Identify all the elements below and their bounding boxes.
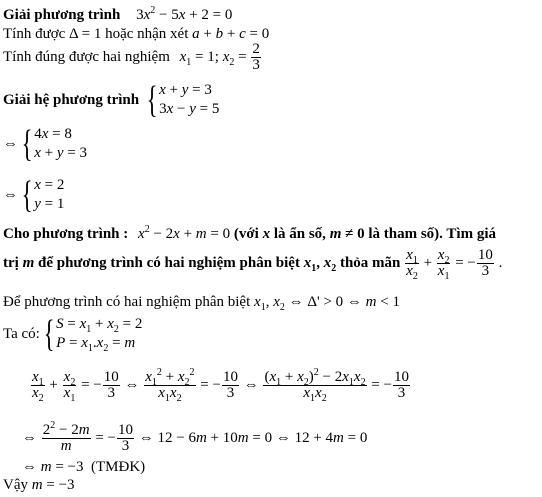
line-5: Ta có: { $S = x_1 + x_2 = 2$ $P = x_1.x_2 = m$ bbox=[3, 313, 143, 355]
system-2: ⇔ { 4x = 8 x + y = 3 bbox=[3, 123, 88, 165]
line-2: Tính được Δ = 1 hoặc nhận xét a + b + c = 0 bbox=[3, 26, 270, 42]
problem-2-line-1: Cho phương trình : $x^2 - 2x + m = 0$ (với x là ẩn số, m ≠ 0 là tham số). Tìm giá bbox=[3, 224, 496, 242]
system-3: ⇔ { x = 2 y = 1 bbox=[3, 174, 65, 216]
fraction-2-3: $\frac{2}{3}$ bbox=[252, 41, 260, 73]
line-2-text: Tính được Δ = 1 hoặc nhận xét bbox=[3, 26, 189, 42]
system-1: Giải hệ phương trình { x + y = 3 3x − y = 5 bbox=[3, 79, 220, 121]
line-6: $\frac{x_1}{x_2}$ + $\frac{x_2}{x_1}$ = − $\frac{10}{3}$ ⇔ $\frac{x_1^2 + x_2^2}{x_1x_2}$ = − $\frac{10}{3}$ ⇔ $\frac{(x_1 + x_2)^2 - 2x_1x_2}{x_1x_2}$ = − $\frac{10}{3}$ bbox=[32, 367, 410, 404]
line-1: Giải phương trình $3x^2 - 5x + 2 = 0$ bbox=[3, 5, 233, 23]
line-9: Vậy m = −3 bbox=[3, 477, 75, 493]
line-7: ⇔ $\frac{2^2 - 2m}{m}$ = − $\frac{10}{3}$ ⇔ 12 − 6m + 10m = 0 ⇔ 12 + 4m = 0 bbox=[22, 420, 368, 454]
line-3-text: Tính đúng được hai nghiệm bbox=[3, 48, 170, 65]
problem-2-label: Cho phương trình : bbox=[3, 226, 129, 242]
ta-co-label: Ta có: bbox=[3, 326, 40, 342]
line-8: ⇔ m = −3 (TMĐK) bbox=[22, 459, 146, 475]
problem-2-line-2: trị m để phương trình có hai nghiệm phân biệt $x_1$, $x_2$ thỏa mãn $\frac{x_1}{x_2}$ + $\frac{x_2}{x_1}$ = − $\frac{10}{3}$ . bbox=[3, 247, 503, 282]
line-4: Để phương trình có hai nghiệm phân biệt $x_1$, $x_2$ ⇔ Δ' > 0 ⇔ m < 1 bbox=[3, 294, 400, 313]
line-3: Tính đúng được hai nghiệm $x_1 = 1$; $x_2$ = $\frac{2}{3}$ bbox=[3, 41, 260, 73]
line-1-label: Giải phương trình bbox=[3, 7, 121, 23]
system-1-label: Giải hệ phương trình bbox=[3, 92, 140, 108]
